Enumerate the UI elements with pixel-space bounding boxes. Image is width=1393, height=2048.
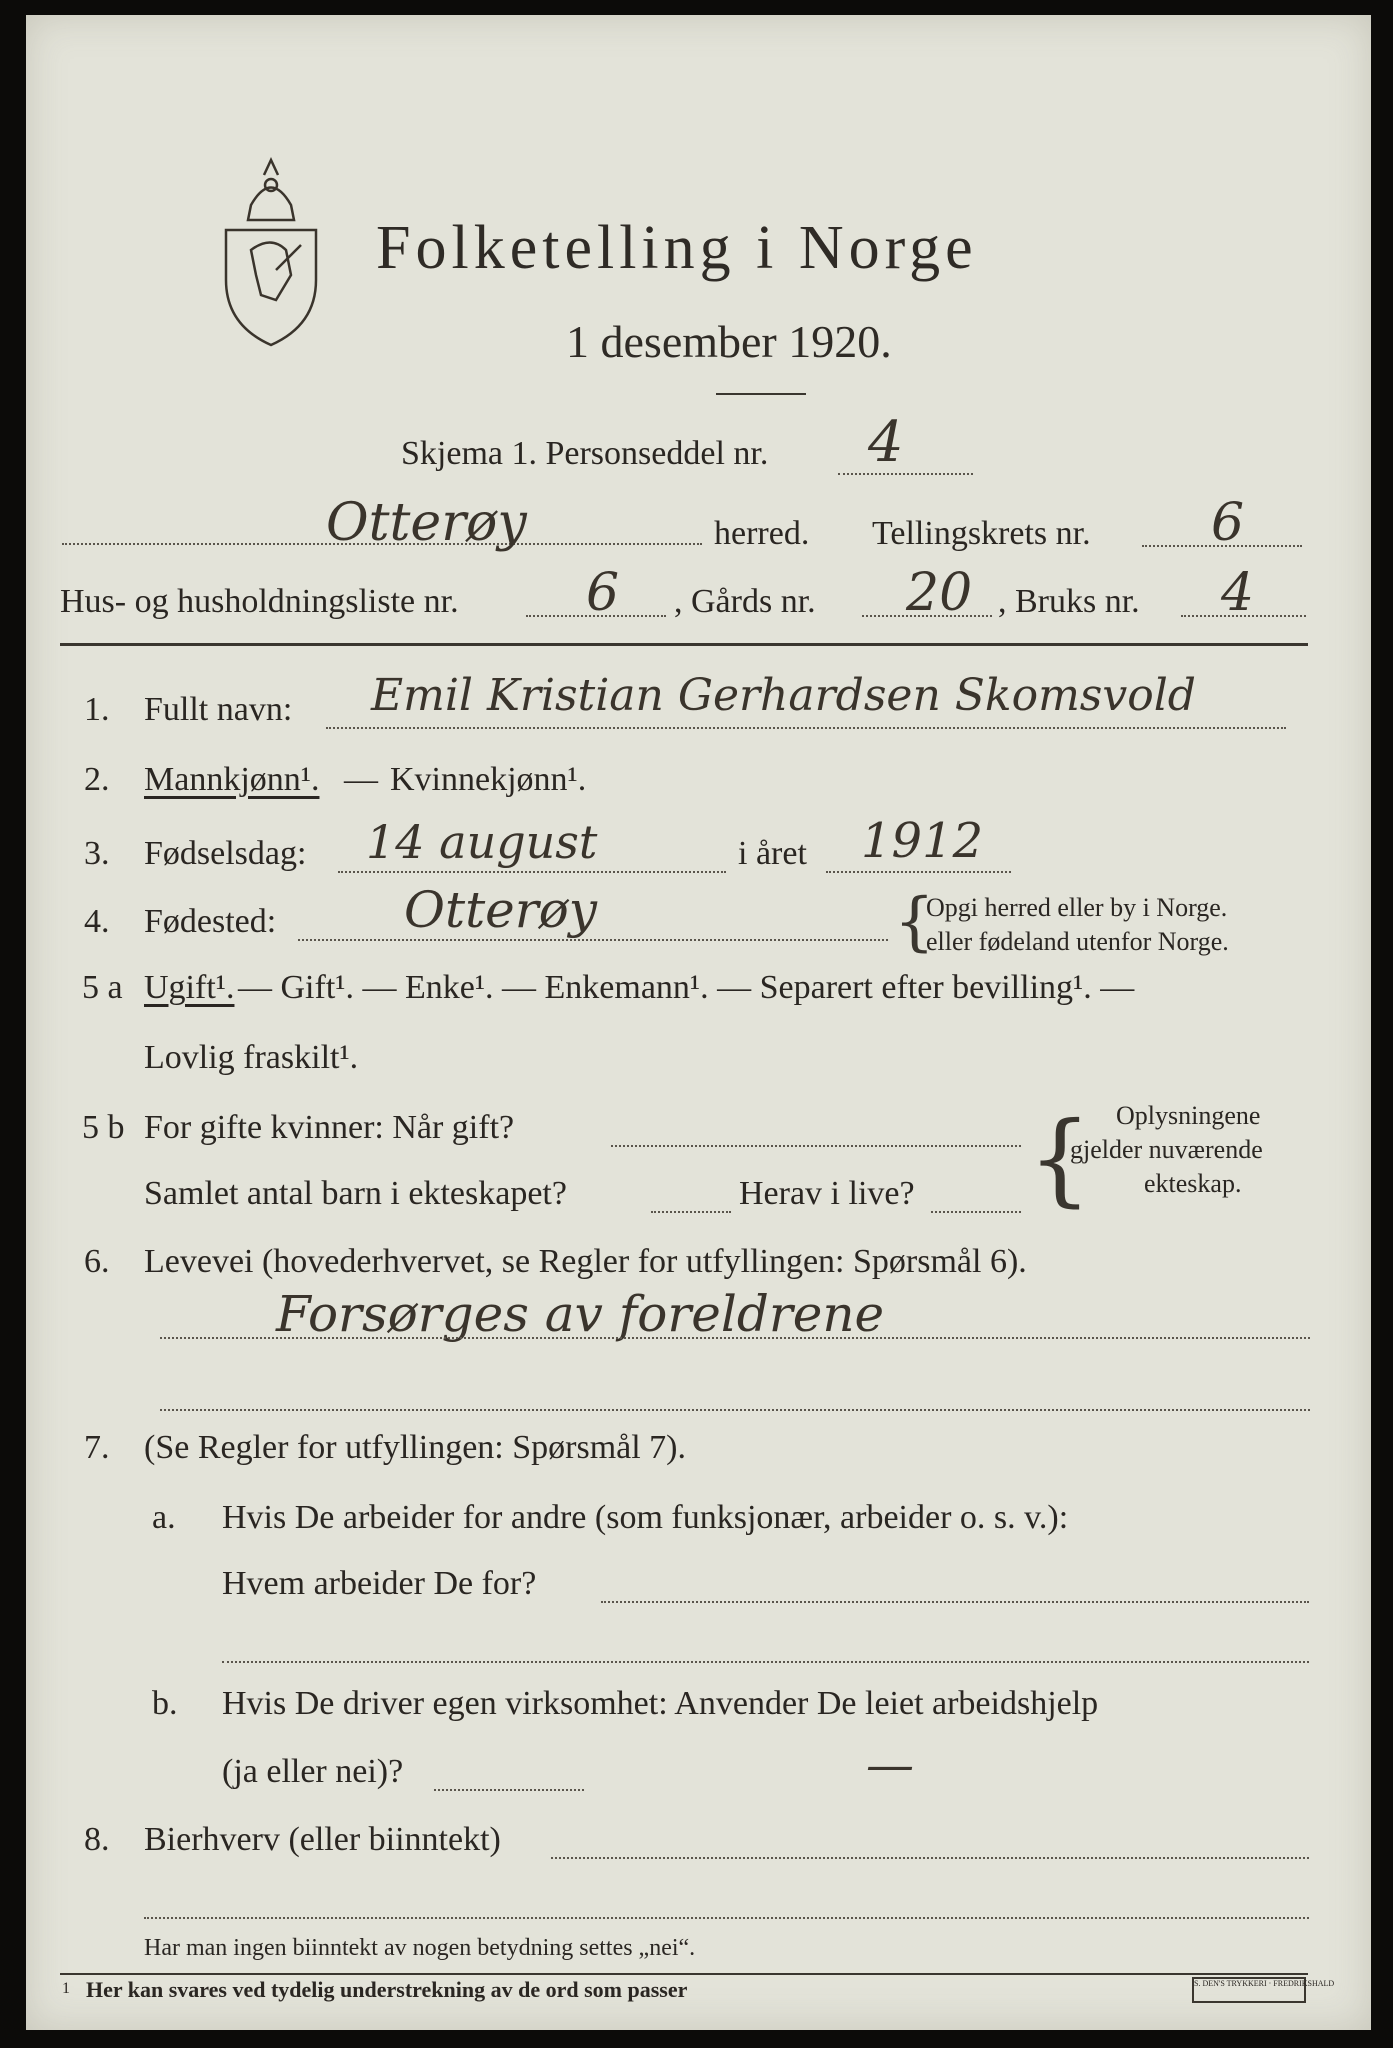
hus-nr: 6	[586, 563, 620, 623]
q2-separator: —	[344, 761, 378, 798]
q1-number: 1.	[84, 691, 110, 728]
q5b-note-line2: gjelder nuværende	[1070, 1135, 1263, 1164]
q5a-ugift-option: Ugift¹.	[144, 969, 235, 1006]
q3-label: Fødselsdag:	[144, 835, 307, 872]
q5b-note-brace: {	[1028, 1100, 1092, 1217]
q2-female-option: Kvinnekjønn¹.	[390, 761, 587, 798]
q8-line-extra	[144, 1917, 1309, 1919]
q6-line2	[160, 1409, 1310, 1411]
q1-line	[326, 727, 1286, 729]
personseddel-nr: 4	[868, 410, 904, 475]
q3-value: 14 august	[366, 815, 598, 869]
q8-label: Bierhverv (eller biinntekt)	[144, 1821, 501, 1858]
q7b-letter: b.	[152, 1685, 178, 1722]
q1-label: Fullt navn:	[144, 691, 293, 728]
footnote-mark: 1	[62, 1980, 70, 1997]
bruks-label: , Bruks nr.	[998, 583, 1140, 620]
hus-label: Hus- og husholdningsliste nr.	[60, 583, 459, 620]
q7-number: 7.	[84, 1429, 110, 1466]
q4-note-line1: Opgi herred eller by i Norge.	[926, 893, 1228, 922]
header-divider	[60, 643, 1308, 646]
herred-value: Otterøy	[326, 493, 527, 553]
q4-label: Fødested:	[144, 903, 277, 940]
q7b-line1: Hvis De driver egen virksomhet: Anvender De leiet arbeidshjelp	[222, 1685, 1099, 1722]
q7b-line2: (ja eller nei)?	[222, 1753, 404, 1790]
q3-number: 3.	[84, 835, 110, 872]
tellingskrets-nr: 6	[1211, 493, 1245, 553]
q6-line1	[160, 1337, 1310, 1339]
q7a-line2: Hvem arbeider De for?	[222, 1565, 537, 1602]
q7a-line1: Hvis De arbeider for andre (som funksjonær, arbeider o. s. v.):	[222, 1499, 1069, 1536]
schema-label: Skjema 1. Personseddel nr.	[401, 435, 769, 472]
gards-nr: 20	[906, 563, 973, 623]
q4-number: 4.	[84, 903, 110, 940]
q4-note-line2: eller fødeland utenfor Norge.	[926, 927, 1229, 956]
gards-label: , Gårds nr.	[674, 583, 816, 620]
herred-label: herred.	[714, 515, 810, 552]
form-title: Folketelling i Norge	[376, 214, 978, 282]
q3-day-line	[338, 871, 726, 873]
title-divider	[716, 393, 806, 395]
bruks-nr: 4	[1221, 563, 1255, 623]
q4-line	[298, 939, 888, 941]
footnote-text: Her kan svares ved tydelig understrekning av de ord som passer	[86, 1977, 688, 2002]
q2-male-option: Mannkjønn¹.	[144, 761, 320, 798]
q5b-line1: For gifte kvinner: Når gift?	[144, 1109, 515, 1146]
q8-line	[551, 1857, 1309, 1859]
q3-year-label: i året	[738, 835, 807, 872]
tellingskrets-label: Tellingskrets nr.	[872, 515, 1091, 552]
footer-divider	[60, 1973, 1308, 1975]
q5a-line2: Lovlig fraskilt¹.	[144, 1039, 359, 1076]
q4-note-brace: {	[894, 885, 935, 959]
q7b-line	[434, 1789, 584, 1791]
printer-stamp: S. DEN'S TRYKKERI · FREDRIKSHALD	[1192, 1977, 1306, 2003]
q5b-number: 5 b	[82, 1109, 125, 1146]
q7-label: (Se Regler for utfyllingen: Spørsmål 7).	[144, 1429, 687, 1466]
q5b-married-line	[611, 1145, 1021, 1147]
q5b-alive-label: Herav i live?	[739, 1175, 915, 1212]
q5b-note-line3: ekteskap.	[1144, 1169, 1242, 1198]
q5b-children-label: Samlet antal barn i ekteskapet?	[144, 1175, 567, 1212]
q5a-other-options: — Gift¹. — Enke¹. — Enkemann¹. — Separert efter bevilling¹. —	[238, 969, 1135, 1006]
q4-value: Otterøy	[404, 881, 598, 939]
q8-number: 8.	[84, 1821, 110, 1858]
q3-year: 1912	[861, 813, 984, 869]
q7a-letter: a.	[152, 1499, 176, 1536]
q5b-note-line1: Oplysningene	[1116, 1101, 1261, 1130]
personseddel-line	[838, 473, 973, 475]
q6-label: Levevei (hovederhvervet, se Regler for utfyllingen: Spørsmål 6).	[144, 1243, 1027, 1280]
coat-of-arms-icon	[216, 150, 326, 350]
q7b-value: —	[866, 1737, 914, 1793]
q6-number: 6.	[84, 1243, 110, 1280]
q5b-alive-line	[931, 1211, 1021, 1213]
q7a-line	[601, 1601, 1309, 1603]
q2-number: 2.	[84, 761, 110, 798]
q1-value: Emil Kristian Gerhardsen Skomsvold	[371, 670, 1196, 721]
q6-value: Forsørges av foreldrene	[276, 1285, 885, 1343]
q3-year-line	[826, 871, 1011, 873]
q5b-children-line	[651, 1211, 731, 1213]
census-form-page	[26, 15, 1371, 2030]
form-date: 1 desember 1920.	[566, 316, 892, 367]
footer-note: Har man ingen biinntekt av nogen betydning settes „nei“.	[144, 1935, 696, 1961]
q5a-number: 5 a	[82, 969, 123, 1006]
q7a-line-extra	[222, 1661, 1309, 1663]
